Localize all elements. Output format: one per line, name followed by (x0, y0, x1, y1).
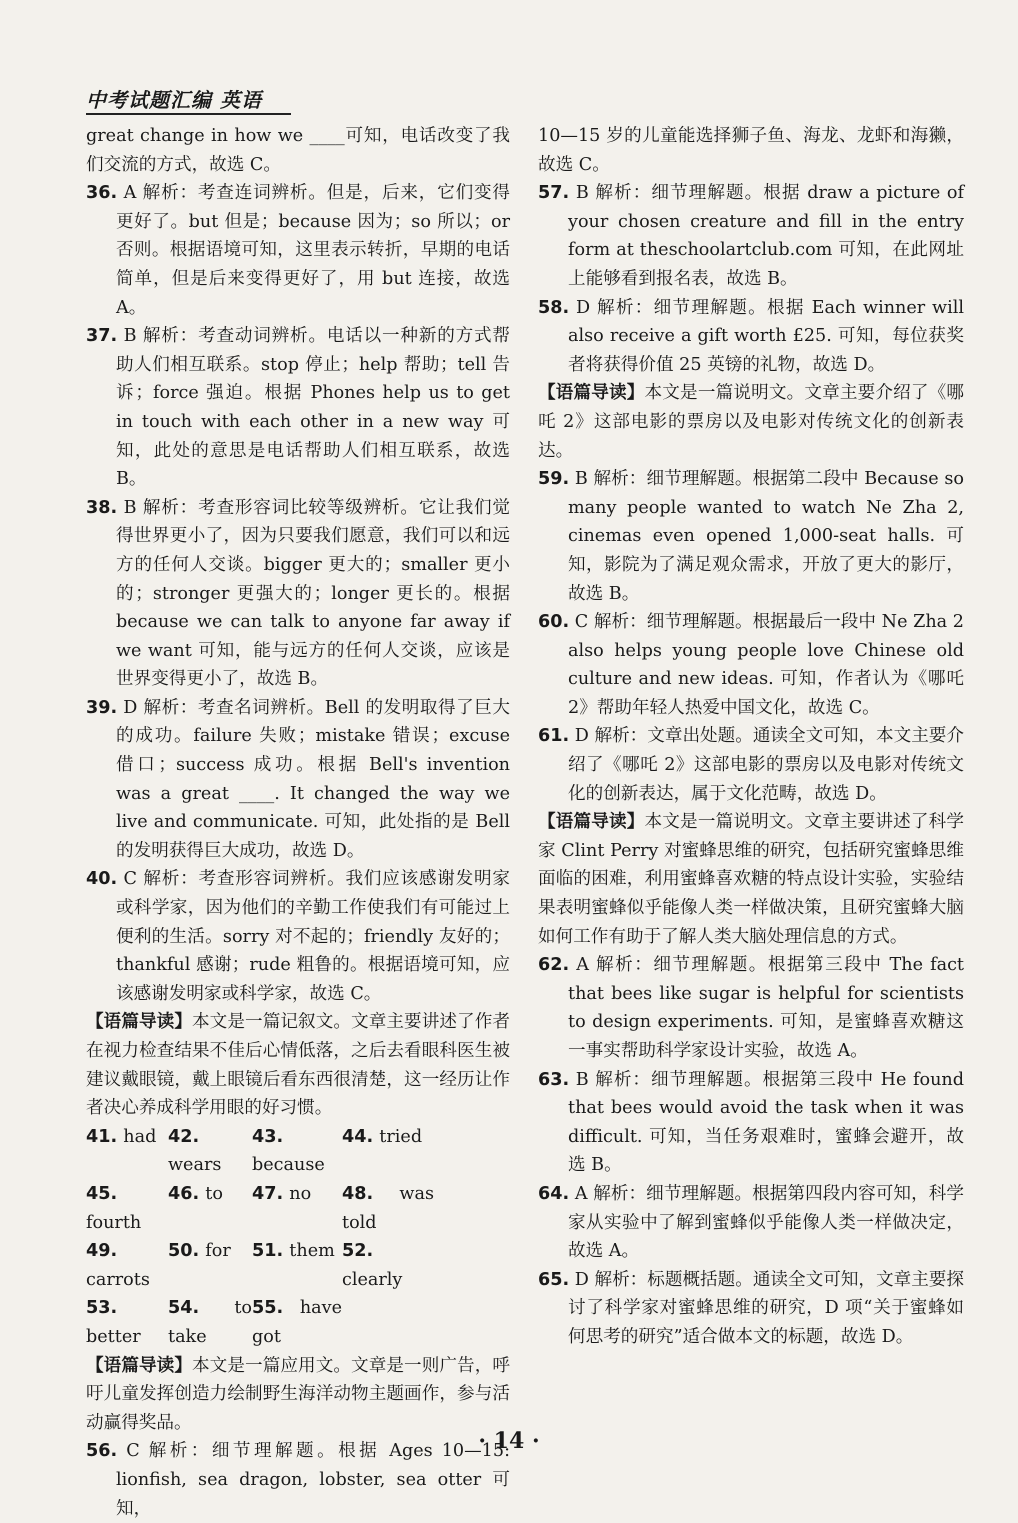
answer-cell: 54. to take (168, 1298, 252, 1347)
answer-item (86, 322, 510, 494)
answer-cell (342, 1294, 434, 1351)
answer-row (86, 1237, 510, 1294)
answer-row (86, 1180, 510, 1237)
answer-item (538, 1266, 964, 1352)
item-number: 62. (538, 955, 570, 976)
item-number: 37. (86, 326, 118, 347)
answer-grid (86, 1123, 510, 1352)
answer-item (86, 694, 510, 866)
answer-cell: 52. clearly (342, 1241, 403, 1290)
answer-item (538, 1066, 964, 1180)
item-text: A 解析：细节理解题。根据第三段中 The fact that bees like sugar is helpful for scientists to design experiments. 可知，是蜜蜂喜欢糖这一事实帮助科学家设计实验，故选 A。 (568, 955, 964, 1061)
answer-item (86, 179, 510, 322)
item-number: 【语篇导读】 (538, 812, 645, 833)
item-number: 56. (86, 1441, 118, 1462)
item-text: D 解析：文章出处题。通读全文可知，本文主要介绍了《哪吒 2》这部电影的票房以及电影对传统文化的创新表达，属于文化范畴，故选 D。 (568, 726, 964, 804)
answer-item (86, 122, 510, 179)
answer-cell: 46. to (168, 1183, 223, 1204)
item-number: 59. (538, 469, 570, 490)
answer-item (538, 294, 964, 380)
item-text: B 解析：细节理解题。根据第二段中 Because so many people wanted to watch Ne Zha 2, cinemas even opened 1,000-seat halls. 可知，影院为了满足观众需求，开放了更大的影厅，故选 B。 (568, 469, 964, 604)
item-text: D 解析：标题概括题。通读全文可知，文章主要探讨了科学家对蜜蜂思维的研究，D 项“关于蜜蜂如何思考的研究”适合做本文的标题，故选 D。 (568, 1269, 964, 1347)
item-text: 本文是一篇记叙文。文章主要讲述了作者在视力检查结果不佳后心情低落，之后去看眼科医生被建议戴眼镜，戴上眼镜后看东西很清楚，这一经历让作者决心养成科学用眼的好习惯。 (86, 1012, 510, 1119)
page-number: · 14 · (478, 1428, 540, 1454)
item-text: C 解析：考查形容词辨析。我们应该感谢发明家或科学家，因为他们的辛勤工作使我们有可能过上便利的生活。sorry 对不起的；friendly 友好的；thankful 感谢；rude 粗鲁的。根据语境可知，应该感谢发明家或科学家，故选 C。 (116, 869, 510, 1004)
answer-item (538, 808, 964, 951)
item-number: 【语篇导读】 (86, 1355, 193, 1376)
answer-item (538, 122, 964, 179)
item-number: 65. (538, 1269, 570, 1290)
item-number: 58. (538, 297, 570, 318)
header-rule (86, 113, 291, 115)
item-text: B 解析：考查形容词比较等级辨析。它让我们觉得世界更小了，因为只要我们愿意，我们可以和远方的任何人交谈。bigger 更大的；smaller 更小的；stronger 更强大的；longer 更长的。根据 because we can talk to anyone far away if we want 可知，能与远方的任何人交谈，应该是世界变得更小了，故选 B。 (116, 497, 510, 690)
item-number: 【语篇导读】 (538, 383, 645, 404)
item-number: 36. (86, 183, 118, 204)
item-number: 63. (538, 1069, 570, 1090)
answer-item (86, 1008, 510, 1122)
answer-cell: 53. better (86, 1298, 141, 1347)
item-text: 本文是一篇说明文。文章主要介绍了《哪吒 2》这部电影的票房以及电影对传统文化的创新表达。 (538, 383, 964, 461)
answer-item (86, 865, 510, 1008)
item-number: 38. (86, 497, 118, 518)
answer-cell: 43. because (252, 1126, 325, 1176)
answer-item (538, 465, 964, 608)
item-text: B 解析：细节理解题。根据 draw a picture of your chosen creature and fill in the entry form at theschoolartclub.com 可知，在此网址上能够看到报名表，故选 B。 (568, 183, 964, 289)
answer-cell: 49. carrots (86, 1241, 150, 1290)
answer-item (538, 379, 964, 465)
item-text: great change in how we ____可知，电话改变了我们交流的方式，故选 C。 (86, 126, 510, 175)
answer-item (538, 608, 964, 722)
item-text: B 解析：考查动词辨析。电话以一种新的方式帮助人们相互联系。stop 停止；help 帮助；tell 告诉；force 强迫。根据 Phones help us to get in touch with each other in a new way 可知，此处的意思是电话帮助人们相互联系，故选 B。 (116, 326, 510, 490)
answer-row (86, 1123, 510, 1180)
item-number: 64. (538, 1183, 570, 1204)
answer-cell: 47. no (252, 1183, 312, 1204)
answer-cell: 55. have got (252, 1298, 342, 1347)
item-text: 本文是一篇说明文。文章主要讲述了科学家 Clint Perry 对蜜蜂思维的研究，包括研究蜜蜂思维面临的困难，利用蜜蜂喜欢糖的特点设计实验，实验结果表明蜜蜂似乎能像人类一样做决策，且研究蜜蜂大脑如何工作有助于了解人类大脑处理信息的方式。 (538, 812, 964, 947)
answer-item (538, 1180, 964, 1266)
answer-item (538, 722, 964, 808)
item-text: 本文是一篇应用文。文章是一则广告，呼吁儿童发挥创造力绘制野生海洋动物主题画作，参与活动赢得奖品。 (86, 1355, 510, 1433)
answer-cell: 48. was told (342, 1183, 434, 1233)
item-number: 61. (538, 726, 570, 747)
answer-cell: 50. for (168, 1241, 231, 1262)
answer-cell: 51. them (252, 1241, 335, 1262)
left-column (86, 122, 510, 1523)
item-number: 40. (86, 869, 118, 890)
answer-cell: 41. had (86, 1126, 157, 1147)
item-text: B 解析：细节理解题。根据第三段中 He found that bees would avoid the task when it was difficult. 可知，当任务艰难时，蜜蜂会避开，故选 B。 (568, 1069, 964, 1176)
answer-item (538, 951, 964, 1065)
item-number: 39. (86, 697, 118, 718)
answer-cell: 44. tried (342, 1126, 423, 1147)
answer-cell: 45. fourth (86, 1183, 142, 1233)
item-text: A 解析：考查连词辨析。但是，后来，它们变得更好了。but 但是；because 因为；so 所以；or 否则。根据语境可知，这里表示转折，早期的电话简单，但是后来变得更好了，用 but 连接，故选 A。 (116, 183, 510, 318)
item-text: A 解析：细节理解题。根据第四段内容可知，科学家从实验中了解到蜜蜂似乎能像人类一样做决定，故选 A。 (568, 1183, 964, 1262)
answer-item (86, 494, 510, 694)
answer-item (538, 179, 964, 293)
item-text: D 解析：考查名词辨析。Bell 的发明取得了巨大的成功。failure 失败；mistake 错误；excuse 借口；success 成功。根据 Bell's invention was a great ____. It changed the way we live and communicate. 可知，此处指的是 Bell 的发明获得巨大成功，故选 D。 (116, 697, 510, 861)
item-text: C 解析：细节理解题。根据最后一段中 Ne Zha 2 also helps young people love Chinese old culture and new ideas. 可知，作者认为《哪吒 2》帮助年轻人热爱中国文化，故选 C。 (568, 612, 964, 718)
answer-cell: 42. wears (168, 1126, 222, 1176)
page-header: 中考试题汇编 英语 (86, 88, 262, 112)
answer-row (86, 1294, 510, 1351)
item-text: C 解析：细节理解题。根据 Ages 10—15: lionfish, sea dragon, lobster, sea otter 可知， (116, 1441, 510, 1519)
item-text: 10—15 岁的儿童能选择狮子鱼、海龙、龙虾和海獭，故选 C。 (538, 126, 964, 175)
item-number: 【语篇导读】 (86, 1012, 193, 1033)
item-number: 57. (538, 183, 570, 204)
answer-item (86, 1352, 510, 1438)
item-number: 60. (538, 612, 570, 633)
item-text: D 解析：细节理解题。根据 Each winner will also receive a gift worth £25. 可知，每位获奖者将获得价值 25 英镑的礼物，故选 D。 (568, 297, 964, 375)
right-column (538, 122, 964, 1352)
